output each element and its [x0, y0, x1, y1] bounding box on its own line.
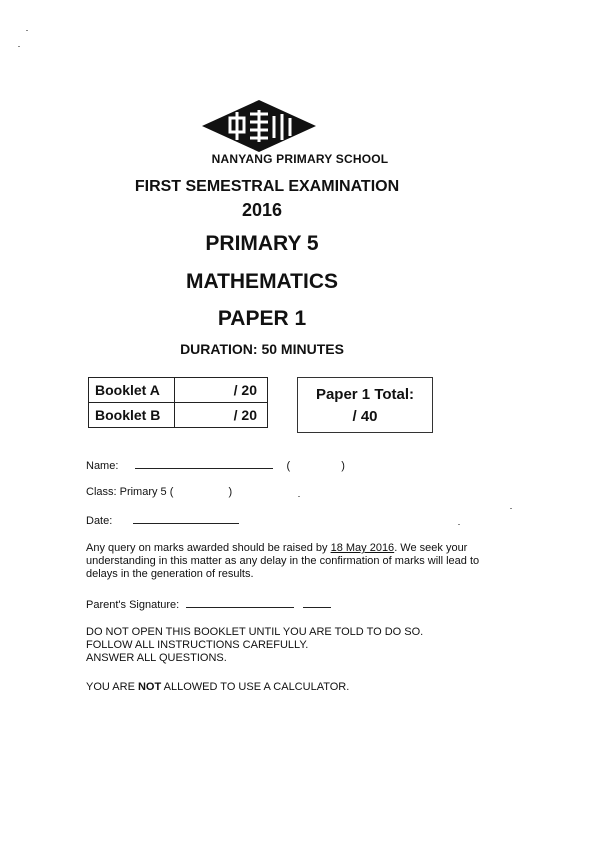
notice-text-2: . We seek your understanding in this matter as any delay in the confirmation of marks will lead to delays in the generation of results. — [86, 542, 480, 580]
date-line — [133, 513, 239, 524]
calculator-text-2: ALLOWED TO USE A CALCULATOR. — [161, 681, 350, 693]
notice-text-1: Any query on marks awarded should be raised by — [86, 542, 331, 554]
paper-total-label: Paper 1 Total: — [315, 386, 415, 403]
notice-date: 18 May 2016 — [330, 542, 395, 554]
school-logo-icon — [200, 98, 318, 154]
name-paren-open: ( — [286, 460, 291, 472]
table-row — [89, 378, 268, 403]
booklet-b-mark: / 20 — [175, 403, 268, 428]
date-field — [86, 513, 239, 527]
paper-total-box — [297, 377, 433, 433]
calculator-emphasis: NOT — [137, 681, 162, 693]
scan-speck — [458, 524, 460, 525]
calculator-text-1: YOU ARE — [86, 681, 138, 693]
duration-text: DURATION: 50 MINUTES — [180, 341, 344, 357]
instruction-line: DO NOT OPEN THIS BOOKLET UNTIL YOU ARE TOLD TO DO SO. — [86, 626, 424, 638]
school-name: NANYANG PRIMARY SCHOOL — [211, 152, 389, 166]
scan-speck — [26, 30, 28, 31]
subject-title: MATHEMATICS — [185, 270, 339, 293]
booklet-a-label: Booklet A — [89, 378, 175, 403]
instructions-block — [86, 626, 423, 665]
instruction-line: FOLLOW ALL INSTRUCTIONS CAREFULLY. — [86, 639, 309, 651]
class-label: Class: Primary 5 ( — [86, 486, 174, 498]
scan-speck — [18, 46, 20, 47]
name-label: Name: — [86, 460, 119, 472]
exam-title: FIRST SEMESTRAL EXAMINATION — [134, 178, 400, 195]
instruction-line: ANSWER ALL QUESTIONS. — [86, 652, 227, 664]
scan-speck — [510, 508, 512, 509]
paper-title: PAPER 1 — [217, 307, 307, 330]
table-row — [89, 403, 268, 428]
date-label: Date: — [86, 515, 113, 527]
signature-line — [186, 597, 294, 608]
calculator-notice — [86, 681, 349, 694]
scan-speck — [298, 496, 300, 497]
level-title: PRIMARY 5 — [205, 232, 319, 255]
signature-field — [86, 597, 331, 611]
name-paren-close: ) — [341, 460, 345, 472]
name-line — [135, 458, 273, 469]
booklet-marks-table — [88, 377, 268, 428]
booklet-b-label: Booklet B — [89, 403, 175, 428]
booklet-a-mark: / 20 — [175, 378, 268, 403]
class-paren-close: ) — [228, 486, 233, 498]
marks-query-notice — [86, 542, 486, 581]
paper-total-mark: / 40 — [352, 408, 378, 425]
signature-line-end — [303, 597, 331, 608]
class-field — [86, 486, 232, 498]
name-field — [86, 458, 345, 472]
signature-label: Parent's Signature: — [86, 599, 180, 611]
exam-year: 2016 — [241, 200, 283, 220]
